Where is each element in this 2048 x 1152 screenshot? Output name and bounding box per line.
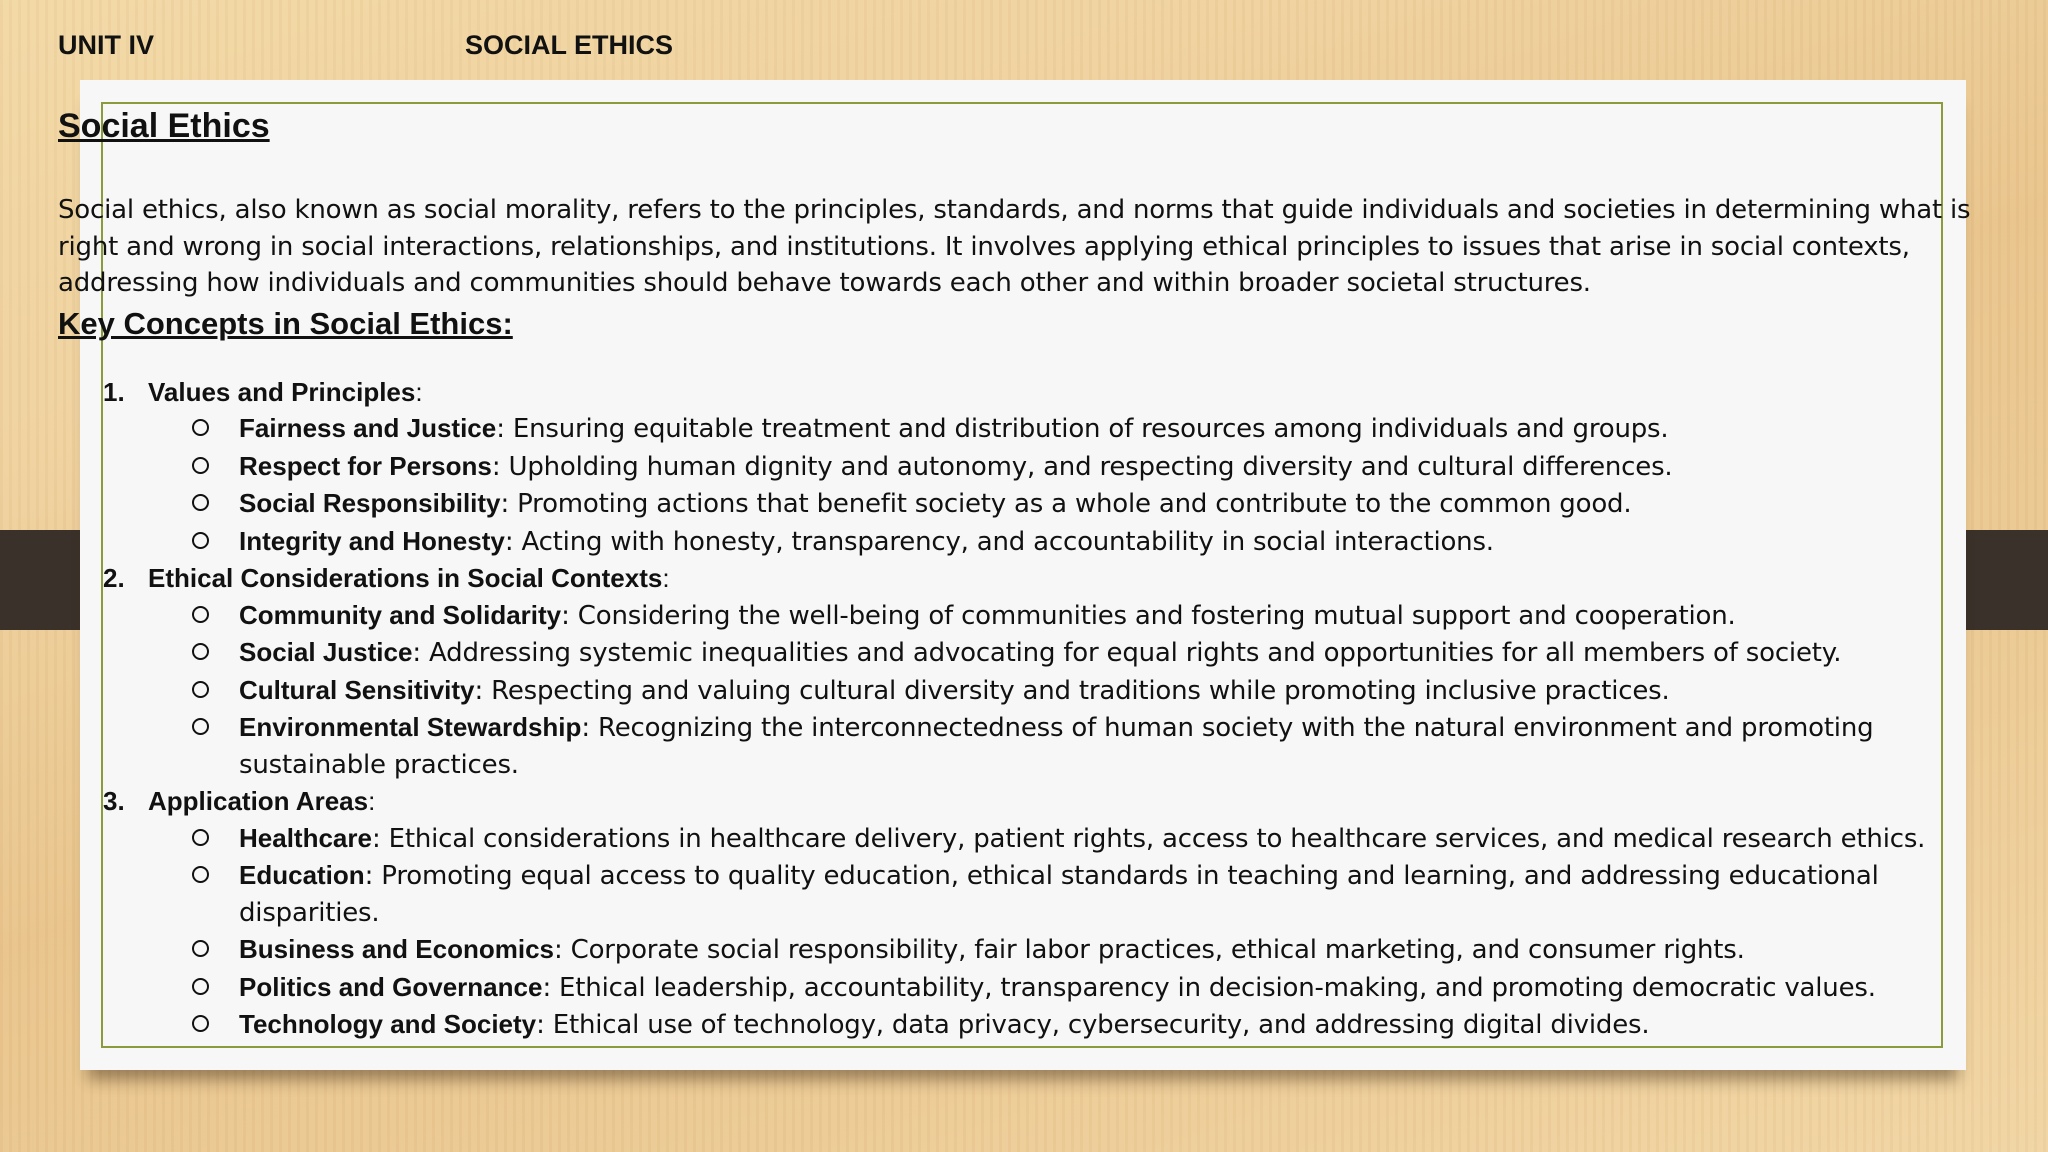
hollow-circle-bullet-icon — [192, 681, 209, 698]
document-body — [58, 102, 2033, 1044]
item-description: : Addressing systemic inequalities and advocating for equal rights and opportunities for all members of society. — [412, 638, 1842, 668]
hollow-circle-bullet-icon — [192, 978, 209, 995]
topic-label: SOCIAL ETHICS — [465, 30, 674, 60]
hollow-circle-bullet-icon — [192, 419, 209, 436]
list-item — [58, 1006, 2033, 1044]
hollow-circle-bullet-icon — [192, 643, 209, 660]
hollow-circle-bullet-icon — [192, 940, 209, 957]
list-item — [58, 634, 2033, 672]
hollow-circle-bullet-icon — [192, 866, 209, 883]
item-description: : Ethical use of technology, data privacy, cybersecurity, and addressing digital divides. — [536, 1010, 1650, 1040]
hollow-circle-bullet-icon — [192, 606, 209, 623]
numbered-section — [58, 560, 2033, 597]
section-number: 2. — [103, 563, 125, 593]
hollow-circle-bullet-icon — [192, 457, 209, 474]
list-item — [58, 820, 2033, 858]
item-description: : Recognizing the interconnectedness of human society with the natural environment and promoting sustainable practices. — [239, 713, 1874, 780]
item-description: : Ethical leadership, accountability, transparency in decision-making, and promoting democratic values. — [542, 972, 1876, 1003]
section-number: 1. — [103, 376, 125, 407]
list-item — [58, 969, 2033, 1007]
item-term: Social Responsibility — [239, 488, 501, 518]
list-item — [58, 672, 2033, 710]
item-description: : Promoting actions that benefit society as a whole and contribute to the common good. — [500, 489, 1632, 519]
section-colon: : — [662, 563, 670, 593]
key-concepts-heading: Key Concepts in Social Ethics: — [58, 305, 513, 341]
concept-list — [58, 374, 2033, 1044]
section-title: Application Areas — [148, 786, 369, 816]
section-colon: : — [368, 786, 376, 816]
item-description: : Corporate social responsibility, fair labor practices, ethical marketing, and consumer rights. — [553, 935, 1745, 965]
item-term: Fairness and Justice — [239, 413, 497, 443]
list-item — [58, 448, 2033, 486]
hollow-circle-bullet-icon — [192, 829, 209, 846]
item-term: Environmental Stewardship — [239, 712, 582, 742]
hollow-circle-bullet-icon — [192, 718, 209, 735]
item-description: : Acting with honesty, transparency, and accountability in social interactions. — [504, 526, 1494, 557]
item-term: Community and Solidarity — [239, 599, 562, 630]
numbered-section — [58, 374, 2033, 411]
hollow-circle-bullet-icon — [192, 494, 209, 511]
item-description: : Promoting equal access to quality education, ethical standards in teaching and learning, and addressing educational disparities. — [239, 861, 1879, 928]
item-term: Politics and Governance — [239, 971, 543, 1002]
item-description: : Ensuring equitable treatment and distribution of resources among individuals and groups. — [496, 414, 1669, 444]
item-description: : Upholding human dignity and autonomy, and respecting diversity and cultural differences. — [491, 451, 1673, 482]
section-title: Ethical Considerations in Social Contexts — [148, 563, 663, 593]
list-item — [58, 485, 2033, 523]
list-item — [58, 709, 2033, 783]
item-term: Cultural Sensitivity — [239, 674, 475, 705]
item-description: : Considering the well-being of communities and fostering mutual support and cooperation. — [561, 600, 1736, 631]
list-item — [58, 931, 2033, 969]
hollow-circle-bullet-icon — [192, 1015, 209, 1032]
item-term: Business and Economics — [239, 934, 554, 964]
item-term: Technology and Society — [239, 1009, 537, 1039]
list-item — [58, 857, 2033, 931]
item-term: Respect for Persons — [239, 450, 492, 481]
section-colon: : — [415, 376, 423, 407]
item-term: Education — [239, 860, 365, 890]
unit-label: UNIT IV — [58, 30, 155, 60]
list-item — [58, 597, 2033, 635]
section-number: 3. — [103, 786, 125, 816]
item-term: Healthcare — [239, 822, 372, 853]
numbered-section — [58, 783, 2033, 820]
list-item — [58, 523, 2033, 561]
intro-paragraph: Social ethics, also known as social morality, refers to the principles, standards, and norms that guide individuals and societies in determining what is right and wrong in social interactions, relationships, and institutions. It involves applying ethical principles to issues that arise in social contexts, addressing how individuals and communities should behave towards each other and within broader societal structures. — [58, 195, 1971, 298]
page-title: Social Ethics — [58, 107, 270, 145]
hollow-circle-bullet-icon — [192, 532, 209, 549]
item-term: Integrity and Honesty — [239, 525, 505, 556]
item-term: Social Justice — [239, 637, 413, 667]
section-title: Values and Principles — [148, 376, 416, 407]
item-description: : Respecting and valuing cultural diversity and traditions while promoting inclusive practices. — [474, 675, 1670, 706]
list-item — [58, 410, 2033, 448]
item-description: : Ethical considerations in healthcare delivery, patient rights, access to healthcare services, and medical research ethics. — [371, 823, 1926, 854]
